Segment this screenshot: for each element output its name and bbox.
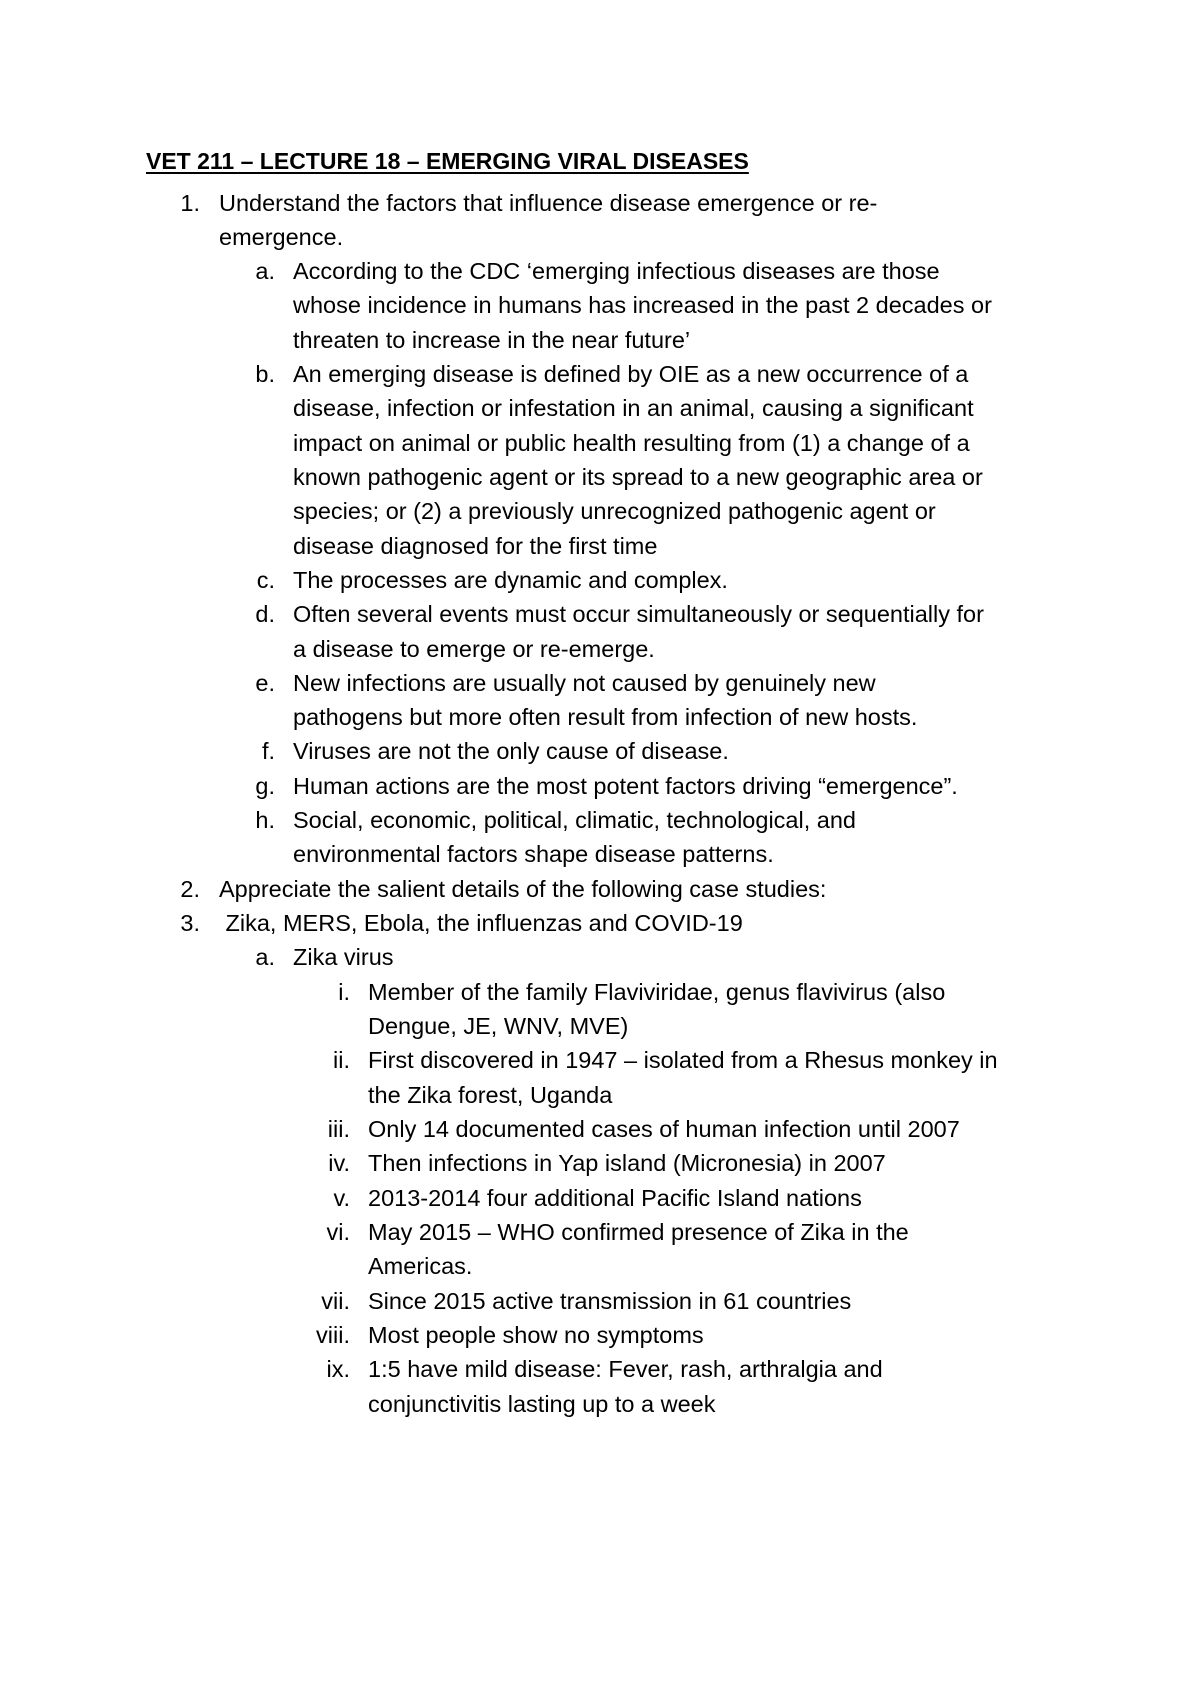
- list-marker: v.: [333, 1185, 350, 1211]
- list-marker: vi.: [326, 1219, 350, 1245]
- list-marker: a.: [255, 258, 275, 284]
- list-item-text: 2013-2014 four additional Pacific Island nations: [368, 1185, 862, 1211]
- list-item-text: May 2015 – WHO confirmed presence of Zika in the: [368, 1219, 909, 1245]
- list-item-text: Since 2015 active transmission in 61 countries: [368, 1288, 852, 1314]
- list-item-text: Member of the family Flaviviridae, genus flavivirus (also: [368, 979, 946, 1005]
- list-item-text: Dengue, JE, WNV, MVE): [368, 1013, 629, 1039]
- list-item-text: Viruses are not the only cause of disease.: [293, 738, 729, 764]
- list-marker: h.: [255, 807, 275, 833]
- list-item-text: threaten to increase in the near future’: [293, 327, 691, 353]
- list-marker: d.: [255, 601, 275, 627]
- list-item-text: the Zika forest, Uganda: [368, 1082, 613, 1108]
- list-item-text: Zika, MERS, Ebola, the influenzas and COVID-19: [219, 910, 743, 936]
- list-item-text: impact on animal or public health resulting from (1) a change of a: [293, 430, 970, 456]
- list-item-text: Understand the factors that influence disease emergence or re-: [219, 190, 878, 216]
- list-item-text: Americas.: [368, 1253, 473, 1279]
- list-item-text: environmental factors shape disease patterns.: [293, 841, 774, 867]
- list-item-text: disease, infection or infestation in an animal, causing a significant: [293, 395, 974, 421]
- list-marker: g.: [255, 773, 275, 799]
- list-marker: e.: [255, 670, 275, 696]
- list-marker: ii.: [333, 1047, 350, 1073]
- list-item-text: Then infections in Yap island (Micronesia) in 2007: [368, 1150, 886, 1176]
- list-item-text: Human actions are the most potent factors driving “emergence”.: [293, 773, 958, 799]
- list-item-text: 1:5 have mild disease: Fever, rash, arthralgia and: [368, 1356, 883, 1382]
- document-title: VET 211 – LECTURE 18 – EMERGING VIRAL DISEASES: [146, 148, 749, 174]
- list-item-text: Most people show no symptoms: [368, 1322, 704, 1348]
- list-marker: c.: [256, 567, 275, 593]
- list-item-text: species; or (2) a previously unrecognized pathogenic agent or: [293, 498, 936, 524]
- list-item-text: disease diagnosed for the first time: [293, 533, 658, 559]
- list-item-text: whose incidence in humans has increased in the past 2 decades or: [293, 292, 992, 318]
- list-item-text: First discovered in 1947 – isolated from a Rhesus monkey in: [368, 1047, 998, 1073]
- list-item-text: pathogens but more often result from infection of new hosts.: [293, 704, 918, 730]
- list-item-text: New infections are usually not caused by genuinely new: [293, 670, 876, 696]
- list-item-text: Zika virus: [293, 944, 394, 970]
- list-marker: viii.: [316, 1322, 350, 1348]
- list-marker: ix.: [326, 1356, 350, 1382]
- list-item-text: a disease to emerge or re-emerge.: [293, 636, 655, 662]
- list-item-text: According to the CDC ‘emerging infectious diseases are those: [293, 258, 940, 284]
- list-marker: 2.: [180, 876, 200, 902]
- list-item-text: Only 14 documented cases of human infection until 2007: [368, 1116, 960, 1142]
- list-item-text: conjunctivitis lasting up to a week: [368, 1391, 716, 1417]
- list-item-text: emergence.: [219, 224, 344, 250]
- list-item-text: Social, economic, political, climatic, technological, and: [293, 807, 856, 833]
- list-marker: i.: [338, 979, 350, 1005]
- list-item-text: The processes are dynamic and complex.: [293, 567, 728, 593]
- list-marker: iv.: [328, 1150, 350, 1176]
- list-marker: 1.: [180, 190, 200, 216]
- list-marker: vii.: [321, 1288, 350, 1314]
- list-marker: 3.: [180, 910, 200, 936]
- list-marker: a.: [255, 944, 275, 970]
- list-item-text: Appreciate the salient details of the following case studies:: [219, 876, 827, 902]
- list-item-text: Often several events must occur simultaneously or sequentially for: [293, 601, 984, 627]
- list-item-text: known pathogenic agent or its spread to a new geographic area or: [293, 464, 983, 490]
- list-marker: f.: [261, 738, 275, 764]
- list-marker: b.: [255, 361, 275, 387]
- list-marker: iii.: [327, 1116, 350, 1142]
- list-item-text: An emerging disease is defined by OIE as a new occurrence of a: [293, 361, 969, 387]
